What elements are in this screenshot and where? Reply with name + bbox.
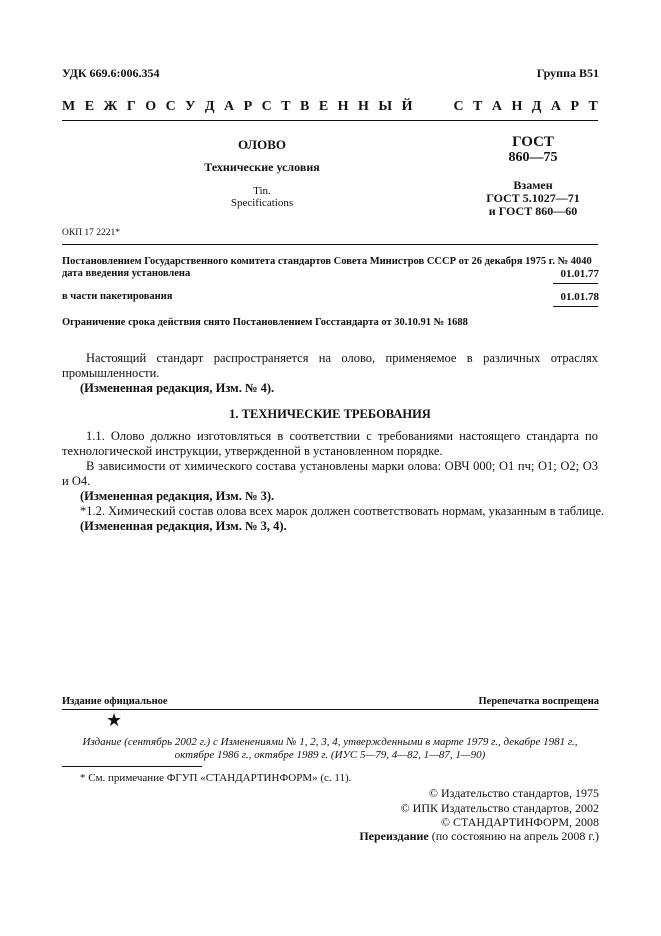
banner-letter: А: [491, 99, 502, 114]
banner-letter: В: [300, 99, 310, 114]
group-code: Группа В51: [536, 66, 599, 80]
banner-letter: Р: [570, 99, 580, 114]
banner-letter: Т: [588, 99, 598, 114]
copyright-2002: © ИПК Издательство стандартов, 2002: [400, 801, 599, 815]
section-heading: 1. ТЕХНИЧЕСКИЕ ТРЕБОВАНИЯ: [229, 407, 431, 421]
replaces-standard-2: и ГОСТ 860—60: [488, 204, 578, 218]
banner-letter: О: [145, 99, 157, 114]
packing-date-rule: [553, 306, 598, 307]
banner-letter: Ы: [378, 99, 393, 114]
replaces-standard-1: ГОСТ 5.1027—71: [486, 191, 580, 205]
decree-text: Постановлением Государственного комитета стандартов Совета Министров СССР от 26 декабря 1975 г. № 4040: [62, 256, 592, 267]
packing-label: в части пакетирования: [62, 291, 173, 302]
reissue-note: [359, 829, 599, 844]
reprint-prohibited: Перепечатка воспрещена: [478, 696, 599, 707]
scope-paragraph: Настоящий стандарт распространяется на олово, применяемое в различных отраслях промышленности.: [62, 351, 598, 380]
intro-date-label: дата введения установлена: [62, 268, 191, 279]
banner-letter: Ж: [103, 99, 118, 114]
clause-1-1-edit-note: (Измененная редакция, Изм. № 3).: [80, 489, 275, 503]
banner-letter: С: [165, 99, 176, 114]
banner-letter: Т: [281, 99, 291, 114]
packing-date: 01.01.78: [560, 291, 599, 303]
clause-1-1-grades: В зависимости от химического состава установлены марки олова: ОВЧ 000; О1 пч; О1; О2; О3 и О4.: [62, 459, 598, 488]
footer-rule: [62, 709, 598, 710]
star-icon: ★: [106, 710, 123, 730]
banner-letter: А: [224, 99, 235, 114]
banner-letter: С: [453, 99, 464, 114]
copyright-1975: © Издательство стандартов, 1975: [428, 786, 599, 800]
banner-word-gap: [422, 99, 444, 115]
doc-title-en: Tin.: [253, 185, 271, 197]
replaces-label: Взамен: [513, 178, 553, 192]
banner-letter: Д: [204, 99, 215, 114]
doc-subtitle: Технические условия: [204, 160, 320, 174]
banner-letter: Т: [473, 99, 483, 114]
clause-1-2: *1.2. Химический состав олова всех марок должен соответствовать нормам, указанным в таблице.: [80, 504, 605, 518]
intro-date: 01.01.77: [560, 268, 599, 280]
intro-date-rule: [553, 283, 598, 284]
scope-edit-note: (Измененная редакция, Изм. № 4).: [80, 381, 275, 395]
clause-1-1: 1.1. Олово должно изготовляться в соответствии с требованиями настоящего стандарта по технологической инструкции, утвержденной в установленном порядке.: [62, 429, 598, 458]
gost-label: ГОСТ: [512, 134, 554, 150]
doc-subtitle-en: Specifications: [230, 197, 294, 209]
reissue-label: Переиздание: [359, 829, 429, 843]
restriction-note: Ограничение срока действия снято Постановлением Госстандарта от 30.10.91 № 1688: [62, 317, 468, 328]
banner-letter: М: [62, 99, 76, 114]
banner-letter: Е: [318, 99, 329, 114]
banner-letter: У: [185, 99, 196, 114]
banner-letter: Р: [243, 99, 253, 114]
copyright-2008: © СТАНДАРТИНФОРМ, 2008: [440, 815, 599, 829]
banner-letter: Г: [126, 99, 136, 114]
banner-letter: Е: [84, 99, 95, 114]
banner-letter: Д: [531, 99, 542, 114]
udk-code: УДК 669.6:006.354: [62, 66, 160, 80]
footnote-rule: [62, 766, 202, 767]
banner-letter: Й: [401, 99, 413, 114]
reissue-date: (по состоянию на апрель 2008 г.): [428, 829, 599, 843]
banner-letter: Н: [337, 99, 349, 114]
edition-note: Издание (сентябрь 2002 г.) с Изменениями № 1, 2, 3, 4, утвержденными в марте 1979 г., декабре 1981 г., октябре 1986 г., октябре 1989 г. (ИУС 5—79, 4—82, 1—87, 1—90): [82, 736, 578, 761]
footnote: * См. примечание ФГУП «СТАНДАРТИНФОРМ» (с. 11).: [80, 772, 352, 784]
interstate-standard-banner: [62, 99, 598, 115]
banner-letter: Н: [511, 99, 523, 114]
okp-rule: [62, 244, 598, 245]
edition-official: Издание официальное: [62, 696, 168, 707]
gost-number: 860—75: [508, 150, 558, 165]
banner-letter: С: [261, 99, 272, 114]
okp-code: ОКП 17 2221*: [62, 228, 121, 238]
clause-1-2-edit-note: (Измененная редакция, Изм. № 3, 4).: [80, 519, 287, 533]
banner-letter: Н: [358, 99, 369, 114]
banner-letter: А: [550, 99, 562, 114]
banner-rule: [62, 120, 598, 121]
doc-title: ОЛОВО: [237, 137, 287, 152]
